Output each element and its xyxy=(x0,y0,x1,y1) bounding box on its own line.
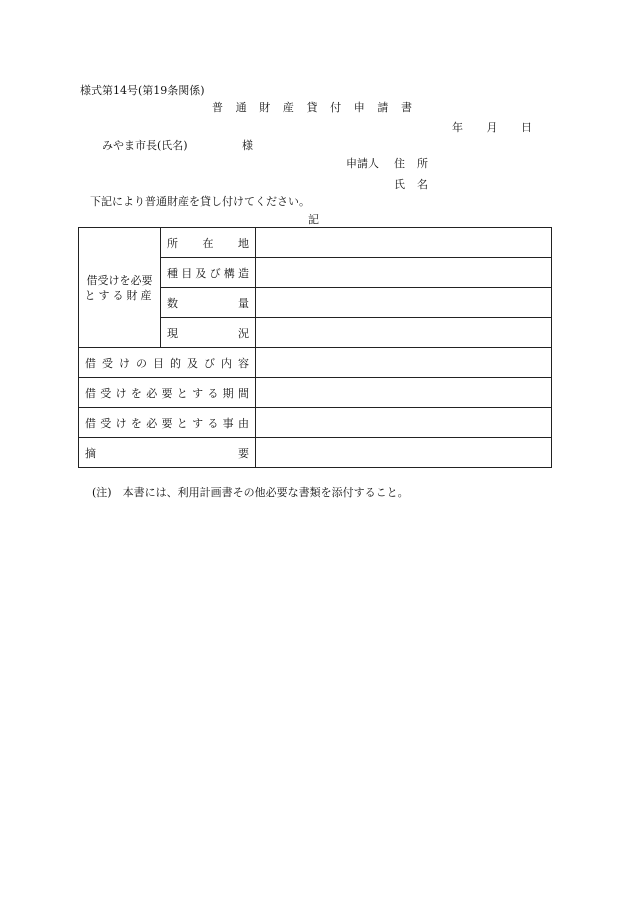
ki-heading: 記 xyxy=(308,213,319,226)
row-label xyxy=(79,378,256,408)
label-char: と xyxy=(176,386,188,400)
label-char: す xyxy=(192,416,204,430)
label-char: 受 xyxy=(100,416,112,430)
label-char: 貸 xyxy=(306,101,318,114)
label-char: 況 xyxy=(238,326,249,340)
label-char: 請 xyxy=(377,101,389,114)
group-label-line: 借受けを必要 xyxy=(86,273,153,287)
table-row xyxy=(79,378,552,408)
label-char: び xyxy=(204,356,215,370)
label-char: 量 xyxy=(238,296,249,310)
label-char: 必 xyxy=(146,416,158,430)
label-char: 所 xyxy=(417,157,428,170)
label-char: 年 xyxy=(452,121,463,134)
name-label xyxy=(394,176,428,192)
label-char: 目 xyxy=(153,356,164,370)
label-char: 受 xyxy=(102,356,113,370)
label-char: 要 xyxy=(238,446,249,460)
table-row xyxy=(79,228,552,258)
label-char: び xyxy=(209,266,221,280)
addressee: みやま市長(氏名) xyxy=(102,139,188,152)
label-char: る xyxy=(207,386,219,400)
label-char: 受 xyxy=(100,386,112,400)
label-char: 申 xyxy=(353,101,365,114)
value-cell[interactable] xyxy=(256,378,552,408)
label-char: 借 xyxy=(85,356,96,370)
row-label xyxy=(161,258,256,288)
label-char: す xyxy=(192,386,204,400)
label-char: 普 xyxy=(212,101,223,114)
property-group-label xyxy=(79,228,161,348)
label-char: 期 xyxy=(222,386,234,400)
label-char: と xyxy=(176,416,188,430)
label-char: 要 xyxy=(161,416,173,430)
label-char: を xyxy=(130,386,142,400)
label-char: 在 xyxy=(202,236,214,250)
row-label xyxy=(79,348,256,378)
form-table xyxy=(78,227,552,468)
date-line xyxy=(452,119,532,135)
honorific: 様 xyxy=(242,139,253,152)
row-label xyxy=(161,228,256,258)
request-text: 下記により普通財産を貸し付けてください。 xyxy=(90,195,310,208)
label-char: 財 xyxy=(259,101,271,114)
label-char: 書 xyxy=(401,101,412,114)
label-char: 住 xyxy=(394,157,405,170)
label-char: け xyxy=(115,416,127,430)
document-title xyxy=(212,99,412,115)
label-char: 的 xyxy=(170,356,181,370)
label-char: 目 xyxy=(181,266,193,280)
label-char: 必 xyxy=(146,386,158,400)
value-cell[interactable] xyxy=(256,258,552,288)
value-cell[interactable] xyxy=(256,228,552,258)
label-char: 借 xyxy=(85,416,96,430)
applicant-label: 申請人 xyxy=(346,157,379,170)
table-row xyxy=(79,438,552,468)
label-char: る xyxy=(207,416,219,430)
label-char: 造 xyxy=(237,266,249,280)
label-char: 内 xyxy=(221,356,232,370)
label-char: 由 xyxy=(237,416,249,430)
label-char: 容 xyxy=(238,356,249,370)
footnote: (注) 本書には、利用計画書その他必要な書類を添付すること。 xyxy=(92,486,409,499)
form-number: 様式第14号(第19条関係) xyxy=(80,84,205,97)
value-cell[interactable] xyxy=(256,288,552,318)
label-char: 摘 xyxy=(85,446,96,460)
label-char: 現 xyxy=(167,326,178,340)
label-char: 通 xyxy=(235,101,247,114)
label-char: 借 xyxy=(85,386,96,400)
label-char: 数 xyxy=(167,296,178,310)
label-char: 事 xyxy=(222,416,234,430)
row-label xyxy=(79,408,256,438)
label-char: 付 xyxy=(330,101,342,114)
row-label xyxy=(161,288,256,318)
label-char: 氏 xyxy=(394,178,405,191)
label-char: を xyxy=(130,416,142,430)
label-char: 月 xyxy=(486,121,498,134)
table-row xyxy=(79,408,552,438)
row-label xyxy=(79,438,256,468)
value-cell[interactable] xyxy=(256,318,552,348)
address-label xyxy=(394,155,428,171)
label-char: の xyxy=(136,356,147,370)
label-char: 構 xyxy=(223,266,235,280)
group-label-line: とする財産 xyxy=(84,288,155,302)
row-label xyxy=(161,318,256,348)
label-char: 種 xyxy=(167,266,178,280)
label-char: 要 xyxy=(161,386,173,400)
label-char: 地 xyxy=(238,236,249,250)
value-cell[interactable] xyxy=(256,438,552,468)
label-char: 及 xyxy=(187,356,198,370)
label-char: 所 xyxy=(167,236,178,250)
table-row xyxy=(79,348,552,378)
value-cell[interactable] xyxy=(256,348,552,378)
label-char: け xyxy=(119,356,130,370)
label-char: 及 xyxy=(195,266,207,280)
label-char: 名 xyxy=(417,178,428,191)
label-char: 産 xyxy=(282,101,294,114)
value-cell[interactable] xyxy=(256,408,552,438)
label-char: 間 xyxy=(237,386,249,400)
label-char: 日 xyxy=(521,121,532,134)
label-char: け xyxy=(115,386,127,400)
